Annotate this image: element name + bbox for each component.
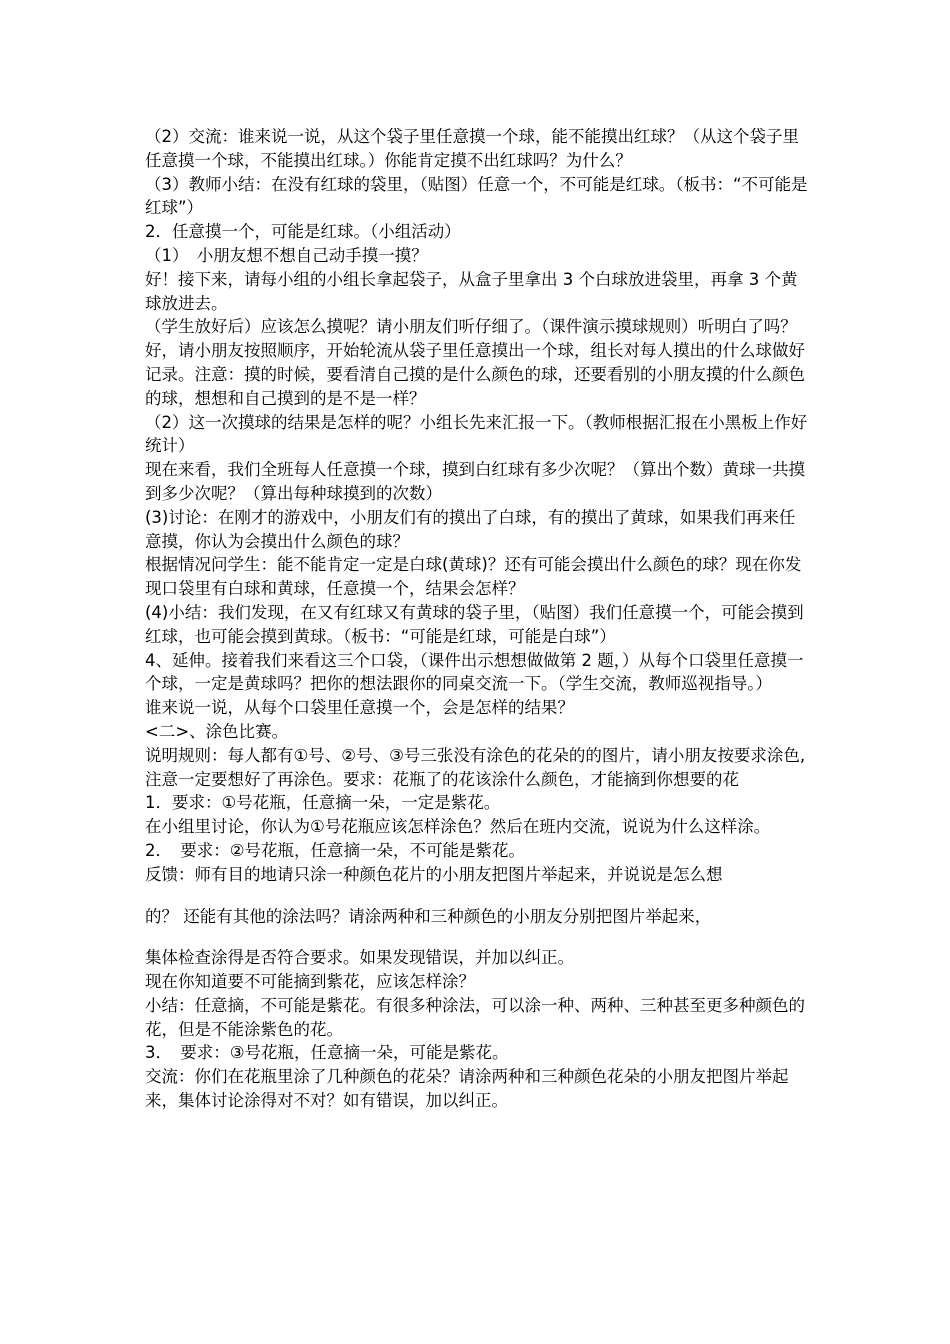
paragraph: 现在你知道要不可能摘到紫花，应该怎样涂？ [145,972,475,992]
paragraph: 小结：任意摘，不可能是紫花。有很多种涂法，可以涂一种、两种、三种甚至更多种颜色的花，但是不能涂紫色的花。 [145,995,805,1039]
paragraph: （1） 小朋友想不想自己动手摸一摸？ [145,245,428,265]
paragraph: 谁来说一说，从每个口袋里任意摸一个，会是怎样的结果？ [145,698,574,718]
paragraph: (3)讨论：在刚才的游戏中，小朋友们有的摸出了白球，有的摸出了黄球，如果我们再来任意摸，你认为会摸出什么颜色的球？ [145,507,796,551]
paragraph: 说明规则：每人都有①号、②号、③号三张没有涂色的花朵的的图片，请小朋友按要求涂色,注意一定要想好了再涂色。要求：花瓶了的花该涂什么颜色，才能摘到你想要的花 [145,745,806,789]
paragraph: （学生放好后）应该怎么摸呢？请小朋友们听仔细了。（课件演示摸球规则）听明白了吗？好，请小朋友按照顺序，开始轮流从袋子里任意摸出一个球，组长对每人摸出的什么球做好记录。注意：摸的时候，要看清自己摸的是什么颜色的球，还要看别的小朋友摸的什么颜色的球，想想和自己摸到的是不是一样？ [145,317,805,408]
paragraph: 3． 要求：③号花瓶，任意摘一朵，可能是紫花。 [145,1043,509,1063]
document-body [145,125,811,1113]
paragraph: 4、延伸。接着我们来看这三个口袋，（课件出示想想做做第 2 题，）从每个口袋里任意摸一个球，一定是黄球吗？把你的想法跟你的同桌交流一下。（学生交流，教师巡视指导。） [145,650,804,694]
paragraph: 现在来看，我们全班每人任意摸一个球，摸到白红球有多少次呢？（算出个数）黄球一共摸到多少次呢？（算出每种球摸到的次数） [145,460,805,503]
paragraph: 的？ 还能有其他的涂法吗？请涂两种和三种颜色的小朋友分别把图片举起来， [145,906,712,926]
section-heading: <二>、涂色比赛。 [145,721,289,741]
paragraph: （2）这一次摸球的结果是怎样的呢？小组长先来汇报一下。（教师根据汇报在小黑板上作好统计） [145,412,808,456]
paragraph: 2．任意摸一个，可能是红球。（小组活动） [145,222,461,242]
paragraph: 好！接下来，请每小组的小组长拿起袋子，从盒子里拿出 3 个白球放进袋里，再拿 3 个黄球放进去。 [145,269,798,313]
paragraph: 2． 要求：②号花瓶，任意摘一朵，不可能是紫花。 [145,840,526,860]
paragraph: （2）交流：谁来说一说，从这个袋子里任意摸一个球，能不能摸出红球？（从这个袋子里任意摸一个球，不能摸出红球。）你能肯定摸不出红球吗？为什么？ [145,127,799,170]
paragraph: (4)小结：我们发现，在又有红球又有黄球的袋子里，（贴图）我们任意摸一个，可能会摸到红球，也可能会摸到黄球。（板书：“可能是红球，可能是白球”） [145,602,804,646]
paragraph: 根据情况问学生：能不能肯定一定是白球(黄球)？还有可能会摸出什么颜色的球？现在你发现口袋里有白球和黄球，任意摸一个，结果会怎样？ [145,555,802,599]
paragraph: 反馈：师有目的地请只涂一种颜色花片的小朋友把图片举起来，并说说是怎么想 [145,864,723,884]
paragraph: 1．要求：①号花瓶，任意摘一朵，一定是紫花。 [145,793,501,813]
paragraph: 交流：你们在花瓶里涂了几种颜色的花朵？请涂两种和三种颜色花朵的小朋友把图片举起来，集体讨论涂得对不对？如有错误，加以纠正。 [145,1067,789,1111]
paragraph: （3）教师小结：在没有红球的袋里，（贴图）任意一个，不可能是红球。（板书：“不可能是红球”） [145,174,808,218]
paragraph: 在小组里讨论，你认为①号花瓶应该怎样涂色？然后在班内交流，说说为什么这样涂。 [145,817,771,837]
paragraph: 集体检查涂得是否符合要求。如果发现错误，并加以纠正。 [145,948,574,968]
